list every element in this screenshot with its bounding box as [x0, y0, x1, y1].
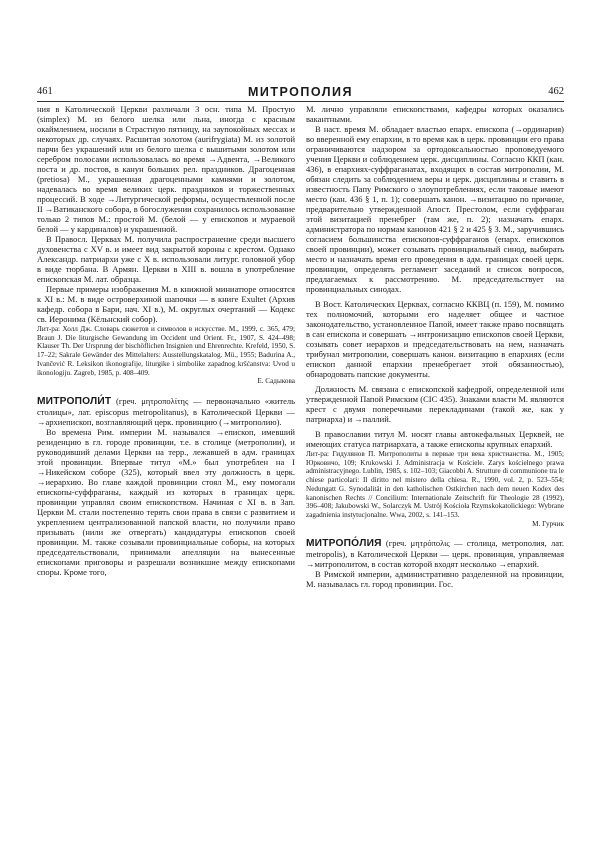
article-definition: (греч. μητρόπολις — столица, метрополия, лат. metropolis), в Католической Церкви — церк. провинция, управляемая →митрополитом, в состав которой входят несколько →епархий.	[306, 538, 564, 570]
header-rule	[37, 101, 564, 102]
article-author: Е. Садыкова	[257, 377, 295, 386]
bibliography: Лит-ра: Гидулянов П. Митрополиты в первые три века христианства. М., 1905; Юрковичо, 109; Krukowski J. Administracja w Kościele. Zarys kościelnego prawa administracyjnego. Lublin, 1985, s. 102–103; Giacobbi A. Strutture di communione tra le chiese particolari: Il diritto nel mistero della chiesa. R., 1990, vol. 2, p. 523–554; Nedungatt G. Synodalität in den katholischen Ostkirchen nach dem neuen Kodex des kanonischen Rechts // Concilium: Internationale Zeitschrift für Theologie 28 (1992), 396–408; Jakubowski W., Solarczyk M. Ustrój Kościoła Rzymskokatolickiego: Wybrane zagadnienia instytucjonalne. Wwa, 2002, s. 141–153.	[306, 450, 564, 519]
article-headword: МИТРОПО́ЛИЯ	[306, 538, 382, 550]
running-title: МИТРОПОЛИЯ	[247, 85, 354, 99]
paragraph: Должность М. связана с епископской кафедрой, определенной или утвержденной Папой Римским (CIC 435). Знаками власти М. являются крест с двумя поперечными перекладинами (такой же, как у патриарха) и →паллий.	[306, 384, 564, 424]
paragraph: В православии титул М. носят главы автокефальных Церквей, не имеющих статуса патриархата, а также епископы крупных епархий.	[306, 429, 564, 449]
article-definition: (греч. μητροπολίτης — первоначально «житель столицы», лат. episcopus metropolitanus), в Католической Церкви — →архиепископ, возглавляющий церк. провинцию (→митрополию).	[37, 395, 295, 427]
paragraph: В Римской империи, административно разделенной на провинции, М. называлась гл. город провинции. Гос.	[306, 569, 564, 590]
paragraph: В Правосл. Церквах М. получила распространение среди высшего духовенства с XV в. и имеет вид закрытой короны с крестом. Однако Александр. патриархи уже с X в. использовали литург. головной убор в виде тюрбана. В Армян. Церкви в XIII в. вошла в употребление епископская М. лат. образца.	[37, 234, 295, 284]
article-headword: МИТРОПОЛИ́Т	[37, 395, 112, 407]
article-author: М. Гурчик	[532, 519, 564, 528]
bibliography: Лит-ра: Холл Дж. Словарь сюжетов и символов в искусстве. М., 1999, с. 365, 479; Braun J. Die liturgische Gewandung im Occident und Orient. Fr., 1907, S. 424–498; Klauser Th. Der Ursprung der bischöflichen Insignien und Ehrenrechte. Krefeld, 1950, S. 17–22; Sakrale Gewänder des Mittelalters: Ausstellungskatalog. Mü., 1955; Badurina A., Ivančević R. Leksikon ikonografije, liturgike i simbolike zapadnog kršćanstva: Uvod u ikonologiju. Zagreb, 1985, p. 408–409.	[37, 325, 295, 377]
page-number-left: 461	[37, 86, 53, 97]
paragraph: Во времена Рим. империи М. назывался →епископ, имевший резиденцию в гл. городе провинции, т.е. в столице (метрополии), и руководивший делами Церкви на терр., лежавшей в адм. границах этой провинции. Впервые титул «М.» был употреблен на I →Никейском соборе (325), который ввел эту должность в церк. →иерархию. Во главе каждой провинции стоял М., ему помогали епископы-суффраганы, каждый из которых в границах церк. провинции управлял своим епископством. Начиная с XI в. в Зап. Церкви М. стали постепенно терять свои права в связи с развитием и укреплением централизованной папской власти, но получили право призывать (нили же отвергать) кандидатуры епископов своей провинции. М. также созывали провинциальные соборы, на которых председательствовали, принимали апелляции на вынесенные епископами приговоры и разрешали возникшие между епископами споры. Кроме того,	[37, 426, 295, 577]
page-number-right: 462	[548, 86, 564, 97]
paragraph: Первые примеры изображения М. в книжной миниатюре относятся к XI в.: М. в виде островерхиной шапочки — в книге Exultet (Архив кафедр. собора в Бари, нач. XI в.), М. округлых очертаний — Кодекс св. Иеронима (Кёльнский собор).	[37, 284, 295, 324]
page-header	[37, 86, 564, 102]
right-column	[306, 104, 564, 804]
paragraph: В наст. время М. обладает властью епарх. епископа (→ординария) во вверенной ему епархии, в то время как в церк. провинции его права ограничиваются надзором за ортодоксальностью проповедуемого учения Церкви и соблюдением церк. дисциплины. Согласно ККП (кан. 436), в епархиях-суффраганатах, входящих в состав митрополии, М. обязан следить за соблюдением веры и церк. дисциплины и ставить в известность Папу Римского о злоупотреблениях, если таковые имеют место (кан. 436 § 1, п. 1); совершать канон. →визитацию по причине, предварительно утвержденной Апост. Престолом, если суффраган этой визитацией пренебрег (там же, п. 2); назначать епарх. администратора по нормам канонов 421 § 2 и 425 § 3. М., заручившись согласием большинства епископов-суффраганов (епарх. епископов своей провинции), может созывать провинциальный синод, выбирать место и назначать время его проведения в адм. границах своей церк. провинции, определять регламент заседаний и список вопросов, предлагаемых к рассмотрению. М. председательствует на провинциальных синодах.	[306, 124, 564, 294]
article-entry-metropolia	[306, 538, 564, 569]
paragraph: В Вост. Католических Церквах, согласно ККВЦ (п. 159), М. помимо тех полномочий, которыми его наделяет общее и частное законодательство, установленное Папой, имеет также право посвящать в сан епископа и совершать →интронизацию епископов своей Церкви, созывать совет иерархов и председательствовать на нем, назначать трибунал митрополии, совершать канон. визитацию в епархиях (если епископ данной епархии пренебрегает этой обязанностью), обнародовать папские документы.	[306, 299, 564, 379]
paragraph: ния в Католической Церкви различали 3 осн. типа М. Простую (simplex) М. из белого шелка или льна, иногда с красным окаймлением, носили в Страстную пятницу, на заупокойных мессах и некоторых др. случаях. Расшитая золотом (aurifrygiata) М. из золотой парчи без украшений или из белого шелка с вышитыми золотом или серебром полосами использовалась во время →Адвента, →Великого поста и др. постов, в канун больших рел. праздников. Драгоценная (pretiosa) М., украшенная драгоценными камнями и золотом, надевалась во время великих церк. праздников и торжественных процессий. В ходе →Литургической реформы, осуществленной после II →Ватиканского собора, в богослужении сохранилось использование только 2 типов М.: простой М. (белой — у епископов и мураевой белой — у кардиналов) и украшенной.	[37, 104, 295, 234]
article-entry-metropolitan	[37, 396, 295, 427]
left-column	[37, 104, 295, 804]
paragraph: М. лично управляли епископствами, кафедры которых оказались вакантными.	[306, 104, 564, 124]
